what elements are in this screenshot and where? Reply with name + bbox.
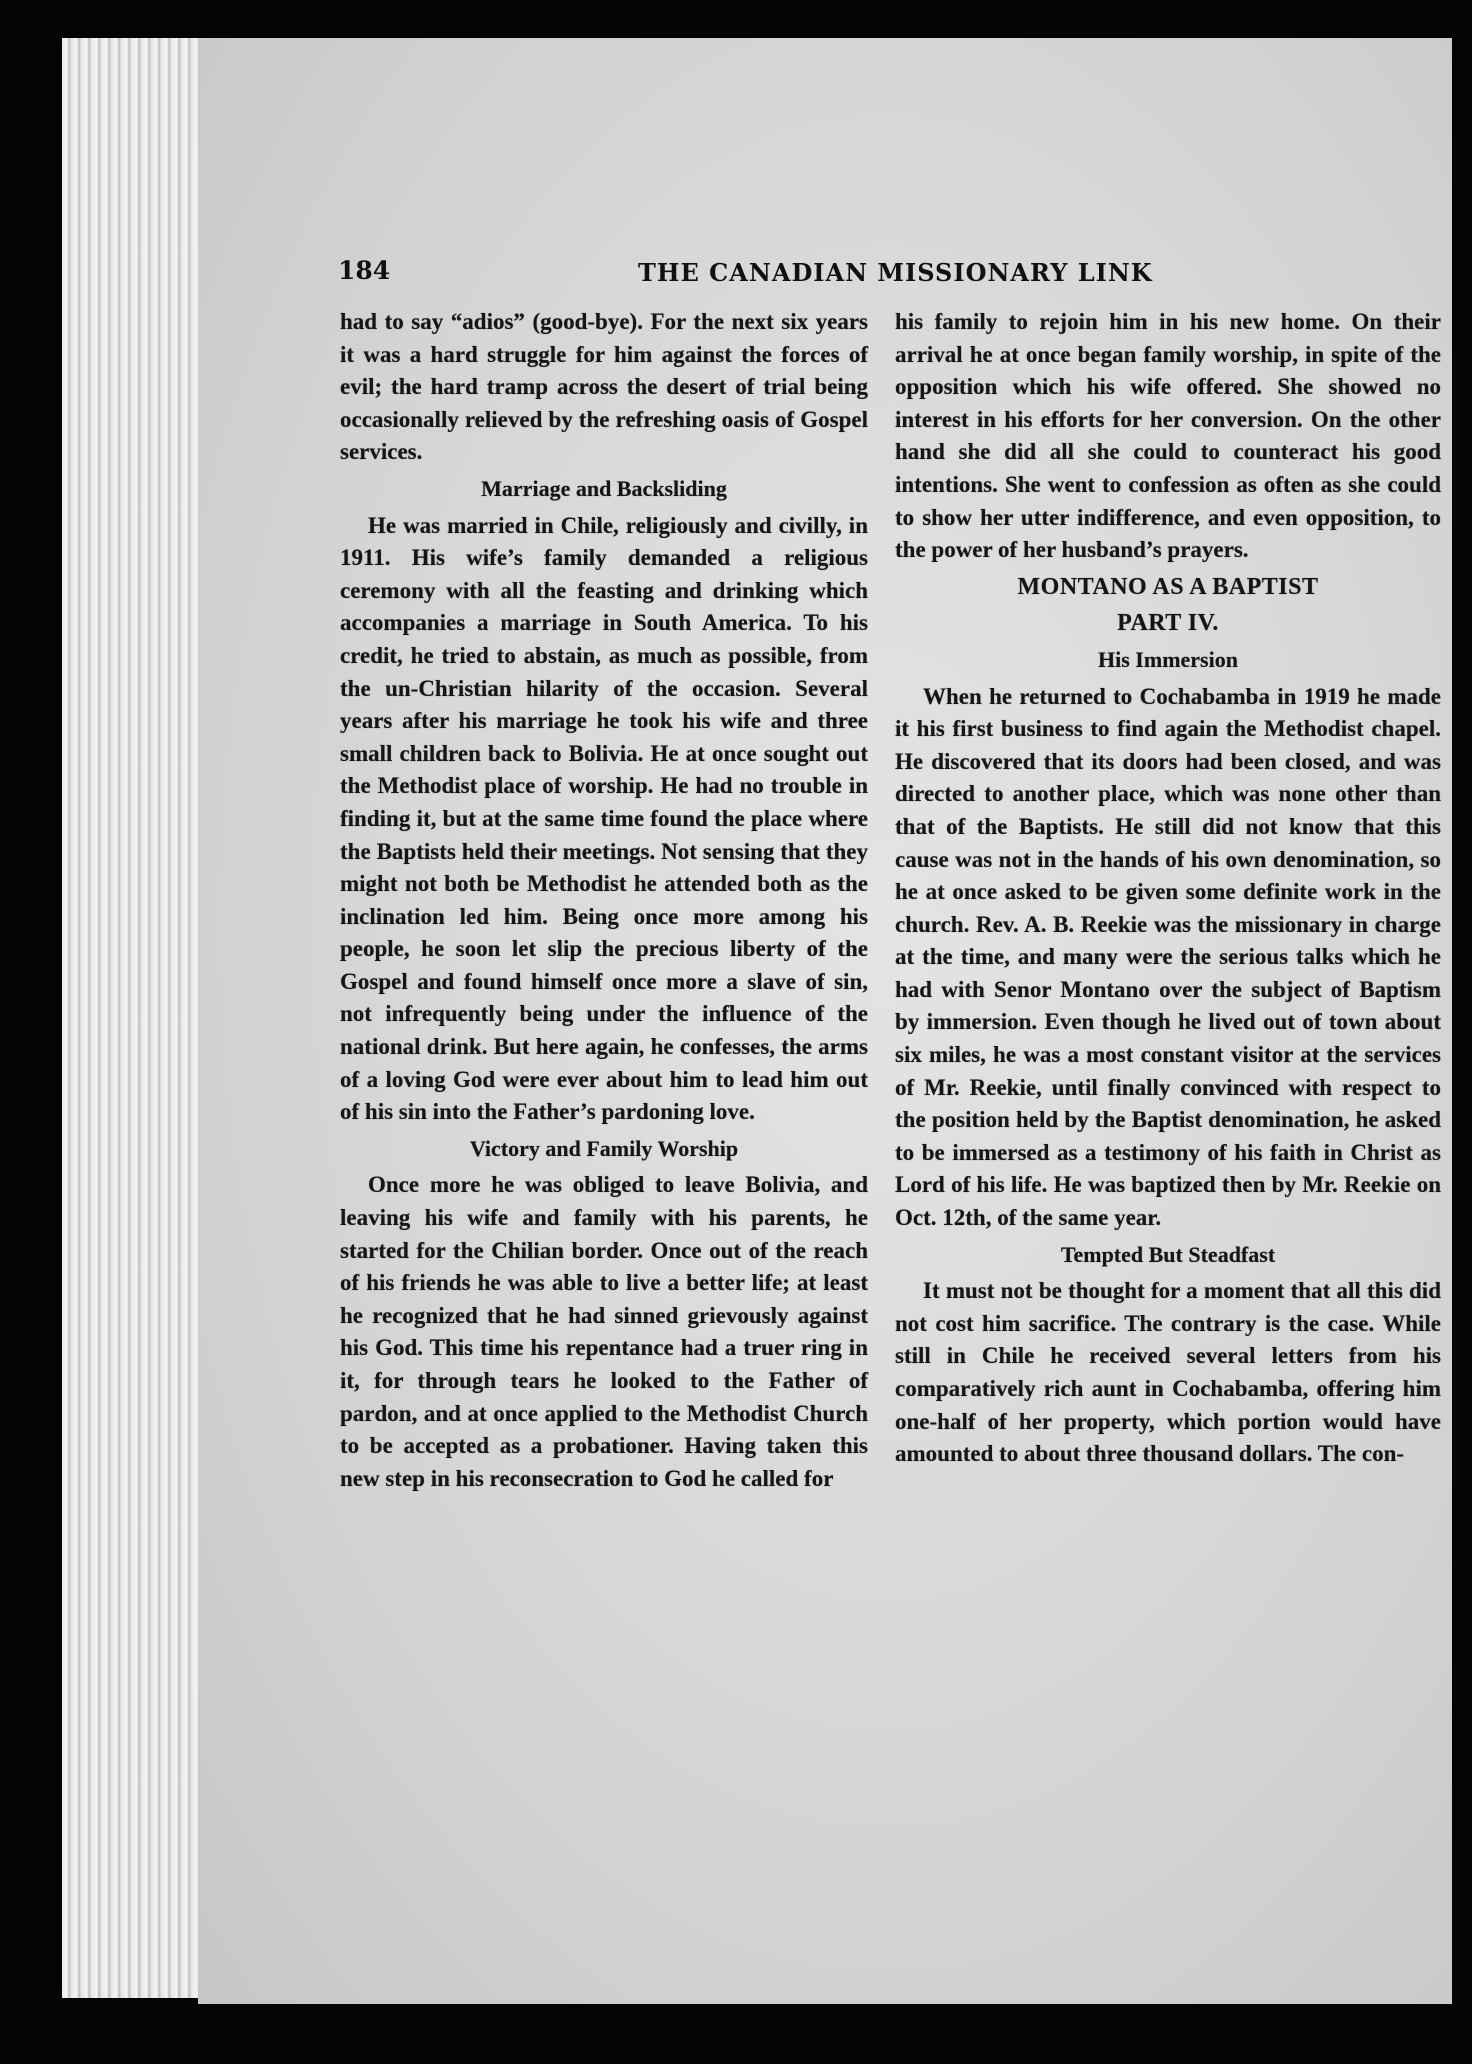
part-number: PART IV. [1117,610,1219,637]
book-page-edges [62,38,202,1998]
running-head [338,256,1348,300]
page-number: 184 [338,256,391,285]
section-heading: Tempted But Steadfast [1060,1241,1276,1267]
left-column [340,306,868,1495]
paragraph: It must not be thought for a moment that all this did not cost him sacrifice. The contrary is the case. While still in Chile he received several letters from his comparatively rich aunt in Cochabamba, offering him one-half of her property, which portion would have amounted to about three thousand dollars. The con- [895,1278,1441,1467]
paragraph: He was married in Chile, religiously and civilly, in 1911. His wife’s family demanded a religious ceremony with all the feasting and drinking which accompanies a marriage in South America. To his credit, he tried to abstain, as much as possible, from the un-Christian hilarity of the occasion. Several years after his marriage he took his wife and three small children back to Bolivia. He at once sought out the Methodist place of worship. He had no trouble in finding it, but at the same time found the place where the Baptists held their meetings. Not sensing that they might not both be Methodist he attended both as the inclination led him. Being once more among his people, he soon let slip the precious liberty of the Gospel and found himself once more a slave of sin, not infrequently being under the influence of the national drink. But here again, he confesses, the arms of a loving God were ever about him to lead him out of his sin into the Father’s pardoning love. [340,512,868,1125]
journal-title: THE CANADIAN MISSIONARY LINK [638,258,1153,287]
section-heading: Victory and Family Worship [469,1135,739,1161]
paragraph: When he returned to Cochabamba in 1919 he made it his first business to find again the Methodist chapel. He discovered that its doors had been closed, and was directed to another place, which was none other than that of the Baptists. He still did not know that this cause was not in the hands of his own denomination, so he at once asked to be given some definite work in the church. Rev. A. B. Reekie was the missionary in charge at the time, and many were the serious talks which he had with Senor Montano over the subject of Baptism by immersion. Even though he lived out of town about six miles, he was a most constant visitor at the services of Mr. Reekie, until finally convinced with respect to the position held by the Baptist denomination, he asked to be immersed as a testimony of his faith in Christ as Lord of his life. He was baptized then by Mr. Reekie on Oct. 12th, of the same year. [895,683,1441,1231]
paragraph: Once more he was obliged to leave Bolivia, and leaving his wife and family with his parents, he started for the Chilian border. Once out of the reach of his friends he was able to live a better life; at least he recognized that he had sinned grievously against his God. This time his repentance had a truer ring in it, for through tears he looked to the Father of pardon, and at once applied to the Methodist Church to be accepted as a probationer. Having taken this new step in his reconsecration to God he called for [340,1172,868,1491]
section-heading: Marriage and Backsliding [481,475,727,501]
part-title: MONTANO AS A BAPTIST [1017,573,1319,600]
book-page [198,38,1452,2004]
section-heading: His Immersion [1098,646,1238,672]
right-column [895,306,1441,1471]
paragraph: his family to rejoin him in his new home. On their arrival he at once began family worship, in spite of the opposition which his wife offered. She showed no interest in his efforts for her conversion. On the other hand she did all she could to counteract his good intentions. She went to confession as often as she could to show her utter indifference, and even opposition, to the power of her husband’s prayers. [895,309,1441,563]
paragraph: had to say “adios” (good-bye). For the next six years it was a hard struggle for him against the forces of evil; the hard tramp across the desert of trial being occasionally relieved by the refreshing oasis of Gospel services. [340,309,868,465]
